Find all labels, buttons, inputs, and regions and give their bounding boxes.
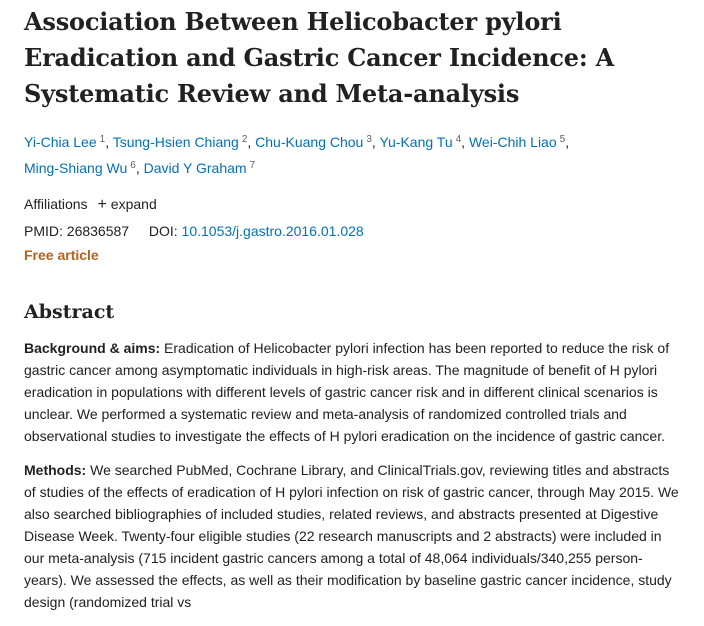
author-link[interactable]	[469, 134, 565, 150]
background-text: Eradication of Helicobacter pylori infection has been reported to reduce the risk of gastric cancer among asymptomatic individuals in high-risk areas. The magnitude of benefit of H pylori eradication in populations with different levels of gastric cancer risk and in different clinical scenarios is unclear. We performed a systematic review and meta-analysis of randomized controlled trials and observational studies to investigate the effects of H pylori eradication on the incidence of gastric cancer.	[24, 340, 670, 444]
author-affiliation-number[interactable]: 6	[130, 160, 136, 171]
abstract-heading: Abstract	[24, 301, 115, 323]
author-name: Chu-Kuang Chou	[255, 134, 364, 150]
affiliations-label: Affiliations	[24, 196, 88, 212]
author-list: Yi-Chia Lee $^1$, Tsung-Hsien Chiang $^2$, Chu-Kuang Chou $^3$, Yu-Kang Tu $^4$, Wei-Chih Liao $^5$, Ming-Shiang Wu $^6$, David Y Graham $^7$	[24, 134, 570, 176]
author-name: Yi-Chia Lee	[24, 134, 97, 150]
author-link[interactable]	[113, 134, 248, 150]
expand-affiliations-button[interactable]	[97, 196, 156, 212]
author-link[interactable]	[24, 134, 105, 150]
doi-link[interactable]: 10.1053/j.gastro.2016.01.028	[181, 223, 364, 239]
pmid-label: PMID:	[24, 223, 63, 239]
article-title: Association Between Helicobacter pylori Eradication and Gastric Cancer Incidence: A Systematic Review and Meta-analysis	[24, 7, 615, 108]
abstract-methods	[24, 459, 680, 613]
author-name: Yu-Kang Tu	[379, 134, 453, 150]
author-affiliation-number[interactable]: 1	[99, 134, 106, 145]
author-link[interactable]	[144, 160, 256, 176]
author-link[interactable]	[379, 134, 461, 150]
author-affiliation-number[interactable]: 3	[366, 134, 372, 145]
free-article-badge: Free article	[24, 247, 99, 263]
pmid-value: 26836587	[66, 223, 130, 239]
abstract-background	[24, 337, 680, 447]
doi-label: DOI:	[148, 223, 178, 239]
author-name: Wei-Chih Liao	[468, 134, 557, 150]
background-label: Background & aims:	[24, 340, 161, 356]
author-link[interactable]	[255, 134, 372, 150]
author-link[interactable]	[24, 160, 136, 176]
author-name: Tsung-Hsien Chiang	[112, 134, 239, 150]
author-name: David Y Graham	[143, 160, 247, 176]
methods-label: Methods:	[24, 462, 87, 478]
author-affiliation-number[interactable]: 2	[241, 134, 248, 145]
plus-icon: +	[97, 196, 107, 213]
author-affiliation-number[interactable]: 7	[249, 160, 256, 171]
identifiers-row	[24, 221, 682, 241]
author-affiliation-number[interactable]: 5	[559, 134, 566, 145]
affiliations-row	[24, 194, 682, 215]
author-name: Ming-Shiang Wu	[24, 160, 128, 176]
author-affiliation-number[interactable]: 4	[455, 134, 462, 145]
expand-label: expand	[110, 196, 157, 212]
methods-text: We searched PubMed, Cochrane Library, and ClinicalTrials.gov, reviewing titles and abstracts of studies of the effects of eradication of H pylori infection on risk of gastric cancer, through May 2015. We also searched bibliographies of included studies, related reviews, and abstracts presented at Digestive Disease Week. Twenty-four eligible studies (22 research manuscripts and 2 abstracts) were included in our meta-analysis (715 incident gastric cancers among a total of 48,064 individuals/340,255 person-years). We assessed the effects, as well as their modification by baseline gastric cancer incidence, study design (randomized trial vs	[24, 462, 679, 610]
